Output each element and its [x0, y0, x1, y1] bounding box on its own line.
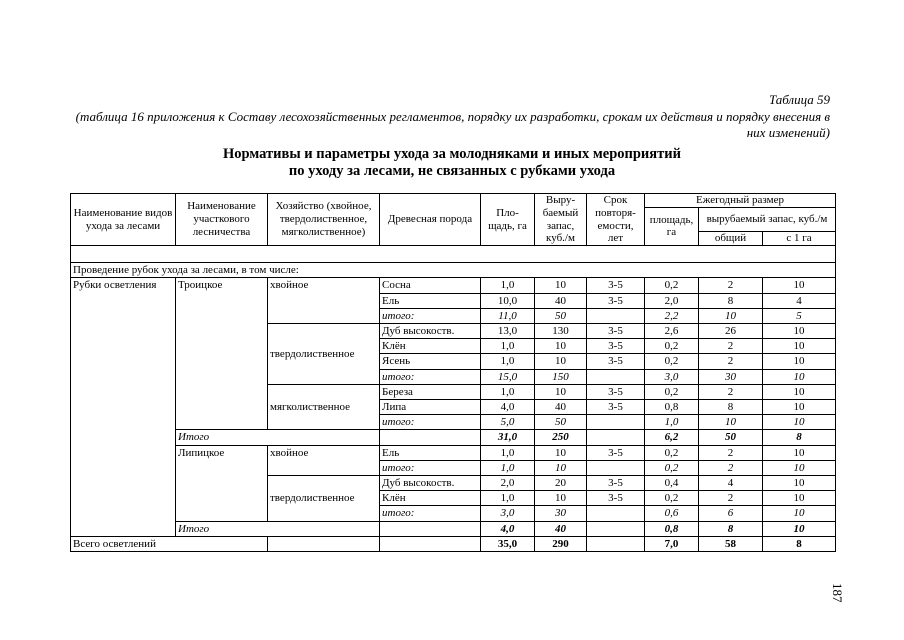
cell-stock: 50 [535, 308, 587, 323]
cell-annual-per-ha: 10 [763, 278, 836, 293]
cell-annual-total: 10 [699, 415, 763, 430]
header-stock: Выру-баемый запас, куб./м [535, 194, 587, 246]
empty-cell [268, 536, 380, 551]
cell-stock: 10 [535, 384, 587, 399]
cell-annual-area: 0,2 [645, 384, 699, 399]
district-cell: Липицкое [176, 445, 268, 521]
cell-annual-area: 0,8 [645, 400, 699, 415]
species-cell: Липа [380, 400, 481, 415]
table-note: (таблица 16 приложения к Составу лесохозяйственных регламентов, порядку их разработки, срокам их действия и порядку внесения в них изменений) [75, 109, 830, 140]
cell-annual-area: 0,8 [645, 521, 699, 536]
subtotal-label: итого: [380, 506, 481, 521]
table-number: Таблица 59 [768, 92, 830, 107]
header-kind: Наименование видов ухода за лесами [71, 194, 176, 246]
section-row [71, 263, 836, 278]
cell-annual-total: 58 [699, 536, 763, 551]
cell-annual-total: 2 [699, 384, 763, 399]
species-cell: Ель [380, 445, 481, 460]
cell-area: 10,0 [481, 293, 535, 308]
cell-annual-area: 0,2 [645, 445, 699, 460]
cell-annual-per-ha: 8 [763, 430, 836, 445]
empty-cell [380, 521, 481, 536]
economy-cell: хвойное [268, 445, 380, 475]
cell-annual-total: 50 [699, 430, 763, 445]
cell-stock: 10 [535, 445, 587, 460]
cell-area: 1,0 [481, 278, 535, 293]
cell-annual-area: 7,0 [645, 536, 699, 551]
cell-annual-area: 2,6 [645, 324, 699, 339]
cell-repeat [587, 308, 645, 323]
subtotal-label: итого: [380, 308, 481, 323]
economy-cell: твердолиственное [268, 476, 380, 522]
header-district: Наименование участкового лесничества [176, 194, 268, 246]
cell-stock: 10 [535, 354, 587, 369]
cell-area: 3,0 [481, 506, 535, 521]
cell-annual-area: 3,0 [645, 369, 699, 384]
cell-stock: 10 [535, 278, 587, 293]
cell-stock: 40 [535, 521, 587, 536]
cell-stock: 10 [535, 491, 587, 506]
cell-annual-total: 30 [699, 369, 763, 384]
cell-stock: 50 [535, 415, 587, 430]
cell-repeat [587, 430, 645, 445]
cell-annual-area: 0,4 [645, 476, 699, 491]
cell-area: 1,0 [481, 339, 535, 354]
header-area: Пло-щадь, га [481, 194, 535, 246]
species-cell: Клён [380, 339, 481, 354]
cell-stock: 30 [535, 506, 587, 521]
cell-annual-total: 8 [699, 400, 763, 415]
header-economy: Хозяйство (хвойное, твердолиственное, мягколиственное) [268, 194, 380, 246]
cell-repeat [587, 506, 645, 521]
species-cell: Клён [380, 491, 481, 506]
cell-repeat: 3-5 [587, 384, 645, 399]
economy-cell: твердолиственное [268, 324, 380, 385]
species-cell: Дуб высокоств. [380, 324, 481, 339]
cell-annual-total: 2 [699, 445, 763, 460]
cell-annual-per-ha: 8 [763, 536, 836, 551]
header-repeat: Срок повторя-емости, лет [587, 194, 645, 246]
cell-area: 4,0 [481, 400, 535, 415]
cut-type-cell: Рубки осветления [71, 278, 176, 536]
cell-repeat [587, 521, 645, 536]
cell-stock: 150 [535, 369, 587, 384]
cell-area: 5,0 [481, 415, 535, 430]
header-species: Древесная порода [380, 194, 481, 246]
cell-area: 1,0 [481, 354, 535, 369]
header-annual-stock: вырубаемый запас, куб./м [699, 207, 836, 232]
cell-annual-total: 2 [699, 339, 763, 354]
section-heading [71, 263, 836, 278]
section-heading-rest: в том числе: [238, 264, 299, 277]
cell-area: 1,0 [481, 491, 535, 506]
cell-annual-per-ha: 10 [763, 384, 836, 399]
cell-annual-total: 8 [699, 521, 763, 536]
cell-area: 1,0 [481, 445, 535, 460]
cell-annual-area: 2,0 [645, 293, 699, 308]
cell-area: 11,0 [481, 308, 535, 323]
cell-annual-total: 6 [699, 506, 763, 521]
district-cell: Троицкое [176, 278, 268, 430]
district-total-row [71, 430, 836, 445]
cell-repeat: 3-5 [587, 476, 645, 491]
cell-annual-total: 8 [699, 293, 763, 308]
cell-annual-per-ha: 10 [763, 354, 836, 369]
grand-total-label: Всего осветлений [71, 536, 268, 551]
subtotal-label: итого: [380, 369, 481, 384]
table-body [71, 246, 836, 552]
table-title-line1: Нормативы и параметры ухода за молодняками и иных мероприятий [223, 146, 681, 162]
cell-annual-per-ha: 10 [763, 415, 836, 430]
cell-repeat [587, 415, 645, 430]
cell-area: 31,0 [481, 430, 535, 445]
header-annual: Ежегодный размер [645, 194, 836, 208]
cell-annual-total: 26 [699, 324, 763, 339]
cell-stock: 290 [535, 536, 587, 551]
cell-annual-per-ha: 10 [763, 369, 836, 384]
district-total-label: Итого [176, 521, 380, 536]
cell-annual-per-ha: 10 [763, 491, 836, 506]
cell-repeat [587, 536, 645, 551]
species-cell: Дуб высокоств. [380, 476, 481, 491]
cell-annual-area: 0,2 [645, 278, 699, 293]
cell-area: 1,0 [481, 460, 535, 475]
grand-total-row [71, 536, 836, 551]
district-total-row [71, 521, 836, 536]
cell-annual-area: 0,2 [645, 339, 699, 354]
cell-stock: 250 [535, 430, 587, 445]
cell-annual-per-ha: 10 [763, 324, 836, 339]
cell-annual-per-ha: 10 [763, 339, 836, 354]
cell-repeat: 3-5 [587, 445, 645, 460]
table-title-line2: по уходу за лесами, не связанных с рубками ухода [288, 163, 616, 179]
header-per-ha: с 1 га [763, 232, 836, 246]
norms-table [70, 193, 836, 552]
cell-repeat: 3-5 [587, 400, 645, 415]
species-cell: Сосна [380, 278, 481, 293]
cell-annual-total: 2 [699, 354, 763, 369]
cell-area: 1,0 [481, 384, 535, 399]
table-row [71, 278, 836, 293]
table-row [71, 445, 836, 460]
species-cell: Ель [380, 293, 481, 308]
cell-annual-per-ha: 4 [763, 293, 836, 308]
cell-area: 2,0 [481, 476, 535, 491]
cell-repeat: 3-5 [587, 293, 645, 308]
section-heading-bold: Проведение рубок ухода за лесами, [73, 264, 239, 277]
cell-annual-per-ha: 10 [763, 521, 836, 536]
cell-repeat [587, 460, 645, 475]
economy-cell: хвойное [268, 278, 380, 324]
economy-cell: мягколиственное [268, 384, 380, 430]
cell-annual-total: 2 [699, 278, 763, 293]
cell-annual-per-ha: 5 [763, 308, 836, 323]
cell-annual-total: 2 [699, 460, 763, 475]
cell-repeat: 3-5 [587, 339, 645, 354]
cell-annual-total: 2 [699, 491, 763, 506]
cell-annual-per-ha: 10 [763, 506, 836, 521]
spacer-row [71, 246, 836, 263]
empty-cell [380, 430, 481, 445]
cell-annual-total: 4 [699, 476, 763, 491]
cell-area: 13,0 [481, 324, 535, 339]
empty-cell [380, 536, 481, 551]
page-number: 187 [830, 583, 845, 603]
cell-stock: 130 [535, 324, 587, 339]
cell-area: 15,0 [481, 369, 535, 384]
cell-annual-per-ha: 10 [763, 460, 836, 475]
cell-stock: 20 [535, 476, 587, 491]
cell-repeat: 3-5 [587, 354, 645, 369]
header-total: общий [699, 232, 763, 246]
cell-annual-area: 1,0 [645, 415, 699, 430]
cell-area: 4,0 [481, 521, 535, 536]
header-annual-area: площадь, га [645, 207, 699, 245]
cell-stock: 40 [535, 400, 587, 415]
cell-annual-per-ha: 10 [763, 445, 836, 460]
cell-annual-area: 0,2 [645, 460, 699, 475]
cell-annual-area: 0,2 [645, 491, 699, 506]
cell-repeat: 3-5 [587, 278, 645, 293]
cell-stock: 10 [535, 339, 587, 354]
cell-annual-area: 0,6 [645, 506, 699, 521]
cell-repeat: 3-5 [587, 324, 645, 339]
cell-annual-area: 2,2 [645, 308, 699, 323]
cell-stock: 40 [535, 293, 587, 308]
species-cell: Береза [380, 384, 481, 399]
species-cell: Ясень [380, 354, 481, 369]
cell-annual-total: 10 [699, 308, 763, 323]
subtotal-label: итого: [380, 415, 481, 430]
cell-repeat: 3-5 [587, 491, 645, 506]
subtotal-label: итого: [380, 460, 481, 475]
district-total-label: Итого [176, 430, 380, 445]
cell-repeat [587, 369, 645, 384]
cell-annual-area: 6,2 [645, 430, 699, 445]
cell-annual-per-ha: 10 [763, 400, 836, 415]
cell-annual-area: 0,2 [645, 354, 699, 369]
table-header [71, 194, 836, 246]
cell-area: 35,0 [481, 536, 535, 551]
cell-annual-per-ha: 10 [763, 476, 836, 491]
cell-stock: 10 [535, 460, 587, 475]
